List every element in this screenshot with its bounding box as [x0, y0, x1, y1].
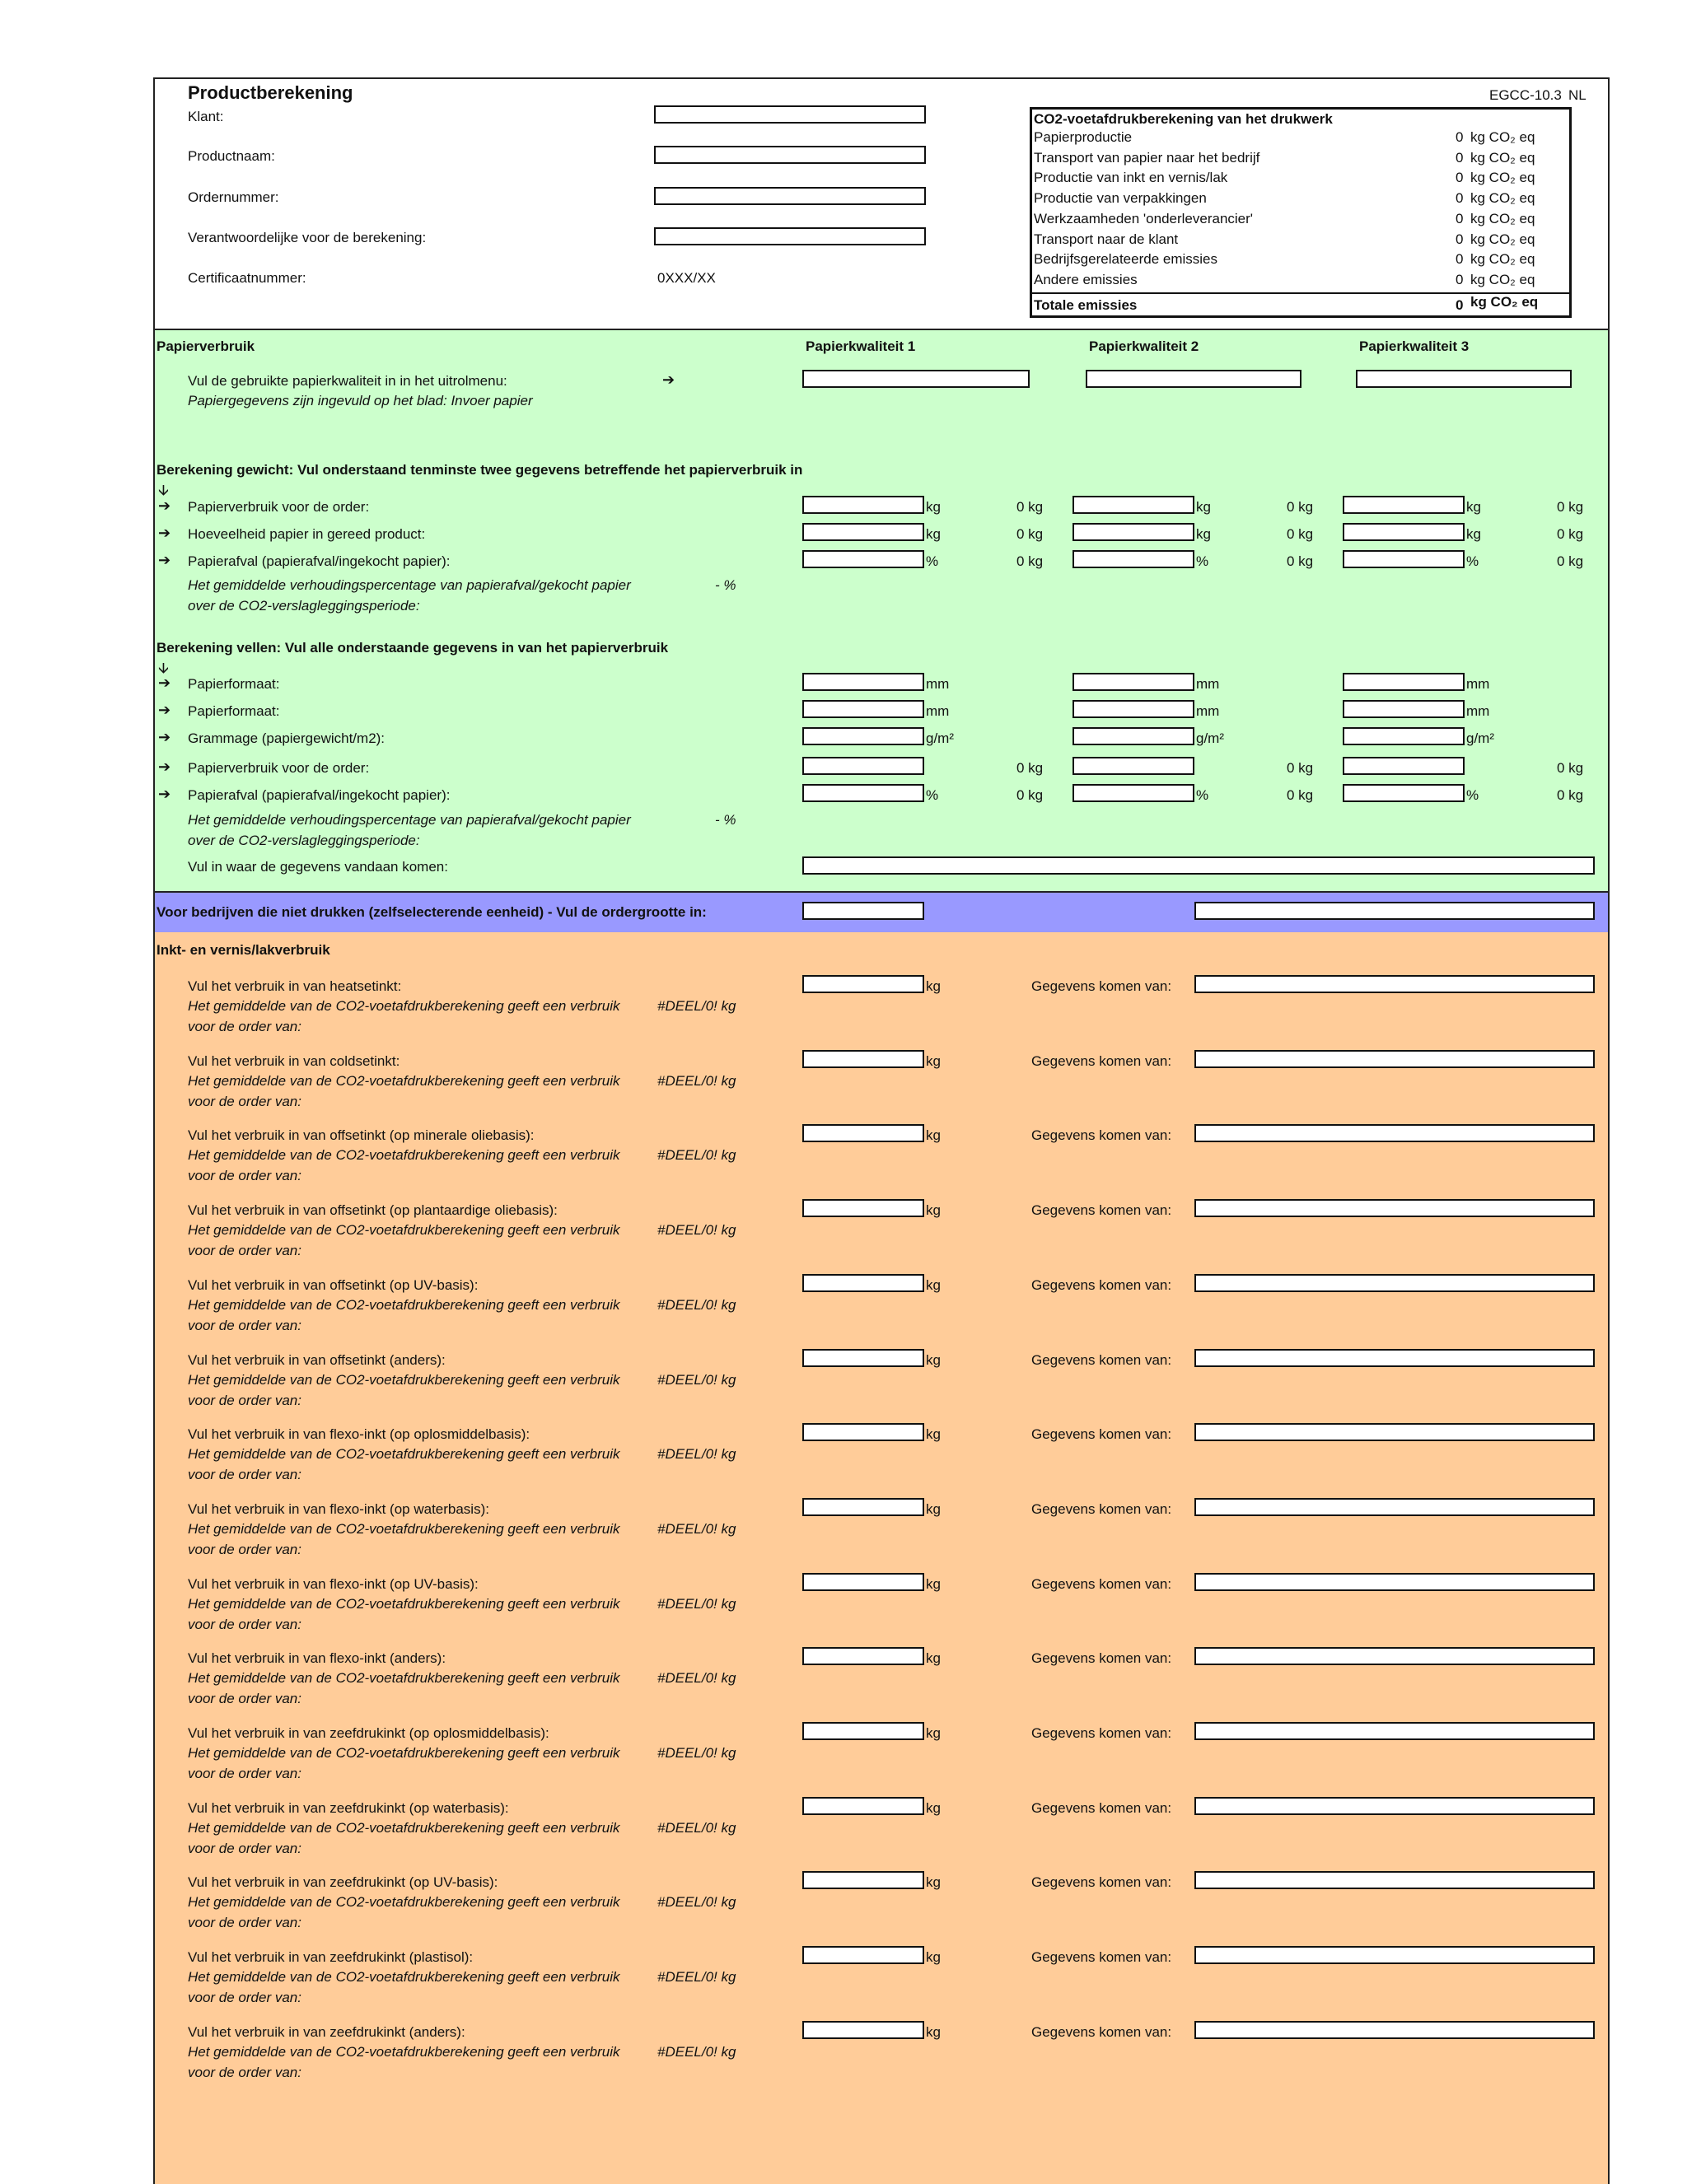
sheet-unit: mm	[1196, 703, 1220, 719]
weight-result: 0 kg	[1557, 526, 1584, 542]
ink-note: voor de order van:	[188, 1766, 301, 1781]
order-number-input[interactable]	[654, 187, 926, 205]
ink-source-input[interactable]	[1194, 1722, 1595, 1740]
ink-note: voor de order van:	[188, 1467, 301, 1483]
ink-average-value: #DEEL/0! kg	[657, 1296, 736, 1313]
co2-row-unit: kg CO₂ eq	[1470, 170, 1535, 186]
avg-note: Het gemiddelde verhoudingspercentage van papierafval/gekocht papier	[188, 812, 631, 828]
sheet-row-label: Papierafval (papierafval/ingekocht papier):	[188, 787, 451, 803]
ink-note: voor de order van:	[188, 2064, 301, 2080]
ink-unit: kg	[926, 1725, 941, 1741]
ink-item-label: Vul het verbruik in van offsetinkt (op plantaardige oliebasis):	[188, 1202, 558, 1219]
sheet-result: 0 kg	[1557, 760, 1584, 776]
client-input[interactable]	[654, 105, 926, 124]
ink-source-input[interactable]	[1194, 2021, 1595, 2039]
co2-row-label: Bedrijfsgerelateerde emissies	[1034, 251, 1217, 268]
co2-row-value: 0	[1456, 231, 1464, 247]
ink-amount-input[interactable]	[802, 1647, 924, 1665]
ink-item-label: Vul het verbruik in van zeefdrukinkt (op oplosmiddelbasis):	[188, 1725, 549, 1741]
field-label: Certificaatnummer:	[188, 270, 306, 286]
ink-note: voor de order van:	[188, 1616, 301, 1632]
ink-source-label: Gegevens komen van:	[1031, 1650, 1172, 1667]
field-label: Ordernummer:	[188, 189, 279, 205]
weight-result: 0 kg	[1287, 499, 1314, 515]
weight-title: Berekening gewicht: Vul onderstaand tenminste twee gegevens betreffende het papierverbruik in	[157, 462, 803, 478]
co2-row-value: 0	[1456, 129, 1464, 145]
sheet-input-q3[interactable]	[1343, 727, 1465, 745]
avg-note: over de CO2-verslagleggingsperiode:	[188, 598, 420, 614]
weight-input-q3[interactable]	[1343, 523, 1465, 541]
weight-unit: kg	[1196, 499, 1211, 515]
co2-row-value: 0	[1456, 149, 1464, 166]
co2-title: CO2-voetafdrukberekening van het drukwerk	[1034, 111, 1333, 127]
ink-note: Het gemiddelde van de CO2-voetafdrukberekening geeft een verbruik	[188, 1894, 620, 1911]
ink-item-label: Vul het verbruik in van offsetinkt (op UV-basis):	[188, 1276, 479, 1293]
co2-row-label: Andere emissies	[1034, 271, 1138, 287]
sheet-unit: mm	[1466, 676, 1490, 692]
ink-source-input[interactable]	[1194, 1423, 1595, 1441]
ink-average-value: #DEEL/0! kg	[657, 1745, 736, 1761]
sheet-unit: mm	[926, 703, 950, 719]
ink-source-label: Gegevens komen van:	[1031, 1202, 1172, 1219]
ink-average-value: #DEEL/0! kg	[657, 1446, 736, 1463]
quality-header-2: Papierkwaliteit 2	[1089, 338, 1199, 354]
weight-input-q2[interactable]	[1072, 550, 1194, 568]
co2-row-label: Papierproductie	[1034, 129, 1133, 145]
co2-row-unit: kg CO₂ eq	[1470, 231, 1535, 247]
co2-row-value: 0	[1456, 210, 1464, 226]
ink-source-label: Gegevens komen van:	[1031, 1276, 1172, 1293]
ink-title: Inkt- en vernis/lakverbruik	[157, 942, 330, 958]
ink-source-label: Gegevens komen van:	[1031, 1351, 1172, 1368]
ink-note: voor de order van:	[188, 1915, 301, 1931]
co2-row-label: Transport van papier naar het bedrijf	[1034, 149, 1260, 166]
avg-note: Het gemiddelde verhoudingspercentage van papierafval/gekocht papier	[188, 577, 631, 593]
weight-result: 0 kg	[1016, 526, 1044, 542]
arrow-right-icon: ➔	[158, 525, 171, 541]
ink-unit: kg	[926, 978, 941, 994]
sheet-row-label: Grammage (papiergewicht/m2):	[188, 730, 386, 746]
sheet-row-label: Papierformaat:	[188, 676, 280, 692]
co2-row-unit: kg CO₂ eq	[1470, 210, 1535, 226]
arrow-right-icon: ➔	[158, 552, 171, 568]
sheet-unit: %	[926, 787, 939, 803]
ink-unit: kg	[926, 1276, 941, 1293]
sheet-result: 0 kg	[1287, 787, 1314, 803]
total-value: 0	[1456, 297, 1464, 313]
ink-source-label: Gegevens komen van:	[1031, 1500, 1172, 1517]
ink-source-input[interactable]	[1194, 1797, 1595, 1815]
avg-value: - %	[715, 812, 736, 828]
ink-source-label: Gegevens komen van:	[1031, 1426, 1172, 1443]
ink-source-input[interactable]	[1194, 1871, 1595, 1889]
co2-row-value: 0	[1456, 190, 1464, 207]
order-size-input[interactable]	[802, 902, 924, 920]
avg-note: over de CO2-verslagleggingsperiode:	[188, 833, 420, 848]
ink-note: Het gemiddelde van de CO2-voetafdrukberekening geeft een verbruik	[188, 1595, 620, 1612]
ink-item-label: Vul het verbruik in van flexo-inkt (anders):	[188, 1650, 446, 1667]
ink-note: Het gemiddelde van de CO2-voetafdrukberekening geeft een verbruik	[188, 1072, 620, 1089]
worksheet	[153, 77, 1610, 2184]
ink-item-label: Vul het verbruik in van offsetinkt (op minerale oliebasis):	[188, 1127, 535, 1144]
sheet-result: 0 kg	[1557, 787, 1584, 803]
ink-note: Het gemiddelde van de CO2-voetafdrukberekening geeft een verbruik	[188, 1969, 620, 1986]
ink-note: voor de order van:	[188, 1990, 301, 2006]
ink-note: Het gemiddelde van de CO2-voetafdrukberekening geeft een verbruik	[188, 1819, 620, 1836]
sheet-input-q2[interactable]	[1072, 673, 1194, 691]
sheet-row-label: Papierformaat:	[188, 703, 280, 719]
ink-unit: kg	[926, 1650, 941, 1667]
weight-row-label: Papierafval (papierafval/ingekocht papier):	[188, 553, 451, 569]
weight-result: 0 kg	[1557, 553, 1584, 569]
weight-input-q2[interactable]	[1072, 523, 1194, 541]
language-label: NL	[1568, 87, 1587, 103]
co2-row-label: Werkzaamheden 'onderleverancier'	[1034, 210, 1254, 226]
weight-result: 0 kg	[1016, 553, 1044, 569]
ink-source-input[interactable]	[1194, 1124, 1595, 1142]
avg-value: - %	[715, 577, 736, 593]
ink-average-value: #DEEL/0! kg	[657, 1819, 736, 1836]
ink-average-value: #DEEL/0! kg	[657, 1520, 736, 1537]
sheet-unit: mm	[1466, 703, 1490, 719]
weight-result: 0 kg	[1016, 499, 1044, 515]
sheet-input-q2[interactable]	[1072, 700, 1194, 718]
ink-source-label: Gegevens komen van:	[1031, 1799, 1172, 1816]
arrow-right-icon: ➔	[662, 371, 675, 388]
ink-source-input[interactable]	[1194, 1647, 1595, 1665]
nonprint-section	[155, 891, 1608, 934]
weight-row-label: Papierverbruik voor de order:	[188, 499, 370, 515]
sheet-unit: g/m²	[1196, 730, 1224, 746]
ink-average-value: #DEEL/0! kg	[657, 1147, 736, 1164]
co2-row-unit: kg CO₂ eq	[1470, 271, 1535, 287]
ink-source-label: Gegevens komen van:	[1031, 978, 1172, 994]
ink-item-label: Vul het verbruik in van zeefdrukinkt (op waterbasis):	[188, 1799, 509, 1816]
sheet-input-q1[interactable]	[802, 700, 924, 718]
total-unit: kg CO₂ eq	[1470, 294, 1539, 310]
ink-unit: kg	[926, 1351, 941, 1368]
ink-note: voor de order van:	[188, 1019, 301, 1034]
quality-select-1[interactable]	[802, 370, 1030, 388]
order-size-unit-input[interactable]	[1194, 902, 1595, 920]
ink-note: voor de order van:	[188, 1168, 301, 1184]
ink-amount-input[interactable]	[802, 1274, 924, 1292]
ink-note: voor de order van:	[188, 1691, 301, 1707]
co2-row-label: Transport naar de klant	[1034, 231, 1179, 247]
co2-row-unit: kg CO₂ eq	[1470, 251, 1535, 268]
sheet-input-q1[interactable]	[802, 784, 924, 802]
sheet-unit: g/m²	[926, 730, 954, 746]
weight-result: 0 kg	[1287, 553, 1314, 569]
ink-note: voor de order van:	[188, 1317, 301, 1333]
paper-source-input[interactable]	[802, 856, 1595, 875]
ink-source-input[interactable]	[1194, 1050, 1595, 1068]
ink-source-input[interactable]	[1194, 1274, 1595, 1292]
weight-input-q3[interactable]	[1343, 496, 1465, 514]
sheet-result: 0 kg	[1287, 760, 1314, 776]
ink-average-value: #DEEL/0! kg	[657, 998, 736, 1014]
ink-average-value: #DEEL/0! kg	[657, 1595, 736, 1612]
version-label: EGCC-10.3	[1489, 87, 1562, 103]
ink-amount-input[interactable]	[802, 1871, 924, 1889]
ink-amount-input[interactable]	[802, 1573, 924, 1591]
arrow-right-icon: ➔	[158, 729, 171, 745]
co2-row-unit: kg CO₂ eq	[1470, 149, 1535, 166]
weight-unit: kg	[926, 499, 941, 515]
sheet-input-q2[interactable]	[1072, 757, 1194, 775]
sheet-unit: mm	[926, 676, 950, 692]
co2-row-value: 0	[1456, 271, 1464, 287]
weight-unit: kg	[1466, 526, 1481, 542]
ink-source-input[interactable]	[1194, 1199, 1595, 1217]
ink-item-label: Vul het verbruik in van zeefdrukinkt (anders):	[188, 2023, 465, 2040]
ink-amount-input[interactable]	[802, 1124, 924, 1142]
ink-source-label: Gegevens komen van:	[1031, 1874, 1172, 1891]
sheet-input-q3[interactable]	[1343, 700, 1465, 718]
co2-row-label: Productie van inkt en vernis/lak	[1034, 170, 1228, 186]
ink-item-label: Vul het verbruik in van flexo-inkt (op waterbasis):	[188, 1500, 489, 1517]
ink-unit: kg	[926, 1052, 941, 1069]
weight-input-q1[interactable]	[802, 496, 924, 514]
choose-label: Vul de gebruikte papierkwaliteit in in het uitrolmenu:	[188, 373, 507, 389]
quality-select-3[interactable]	[1356, 370, 1572, 388]
arrow-right-icon: ➔	[158, 758, 171, 775]
weight-unit: %	[926, 553, 939, 569]
arrow-right-icon: ➔	[158, 497, 171, 514]
ink-source-label: Gegevens komen van:	[1031, 1575, 1172, 1592]
sheet-unit: %	[1196, 787, 1209, 803]
ink-unit: kg	[926, 1575, 941, 1592]
ink-unit: kg	[926, 1426, 941, 1443]
quality-select-2[interactable]	[1086, 370, 1301, 388]
ink-average-value: #DEEL/0! kg	[657, 1894, 736, 1911]
weight-input-q1[interactable]	[802, 550, 924, 568]
field-label: Productnaam:	[188, 148, 275, 164]
ink-amount-input[interactable]	[802, 1349, 924, 1367]
ink-amount-input[interactable]	[802, 2021, 924, 2039]
source-label: Vul in waar de gegevens vandaan komen:	[188, 859, 448, 875]
sheet-unit: mm	[1196, 676, 1220, 692]
sheet-unit: g/m²	[1466, 730, 1494, 746]
ink-note: voor de order van:	[188, 1243, 301, 1259]
ink-average-value: #DEEL/0! kg	[657, 1969, 736, 1986]
ink-amount-input[interactable]	[802, 975, 924, 993]
co2-row-unit: kg CO₂ eq	[1470, 190, 1535, 207]
sheet-input-q2[interactable]	[1072, 727, 1194, 745]
ink-item-label: Vul het verbruik in van heatsetinkt:	[188, 978, 402, 994]
ink-source-input[interactable]	[1194, 1349, 1595, 1367]
ink-source-label: Gegevens komen van:	[1031, 1949, 1172, 1966]
choose-note: Papiergegevens zijn ingevuld op het blad: Invoer papier	[188, 393, 533, 408]
ink-note: Het gemiddelde van de CO2-voetafdrukberekening geeft een verbruik	[188, 1670, 620, 1687]
ink-amount-input[interactable]	[802, 1199, 924, 1217]
arrow-right-icon: ➔	[158, 702, 171, 718]
weight-input-q1[interactable]	[802, 523, 924, 541]
ink-item-label: Vul het verbruik in van flexo-inkt (op UV-basis):	[188, 1575, 479, 1592]
ink-unit: kg	[926, 1949, 941, 1966]
paper-section	[155, 329, 1608, 893]
ink-unit: kg	[926, 1202, 941, 1219]
ink-note: Het gemiddelde van de CO2-voetafdrukberekening geeft een verbruik	[188, 1520, 620, 1537]
sheet-result: 0 kg	[1016, 787, 1044, 803]
ink-amount-input[interactable]	[802, 1498, 924, 1516]
arrow-right-icon: ➔	[158, 674, 171, 691]
ink-amount-input[interactable]	[802, 1797, 924, 1815]
ink-amount-input[interactable]	[802, 1050, 924, 1068]
ink-note: Het gemiddelde van de CO2-voetafdrukberekening geeft een verbruik	[188, 998, 620, 1014]
ink-source-input[interactable]	[1194, 1946, 1595, 1964]
ink-amount-input[interactable]	[802, 1423, 924, 1441]
sheets-title: Berekening vellen: Vul alle onderstaande gegevens in van het papierverbruik	[157, 640, 669, 656]
ink-source-label: Gegevens komen van:	[1031, 1725, 1172, 1741]
ink-average-value: #DEEL/0! kg	[657, 1371, 736, 1388]
ink-amount-input[interactable]	[802, 1946, 924, 1964]
ink-amount-input[interactable]	[802, 1722, 924, 1740]
sheet-result: 0 kg	[1016, 760, 1044, 776]
sheet-input-q1[interactable]	[802, 727, 924, 745]
sheet-input-q3[interactable]	[1343, 784, 1465, 802]
weight-unit: %	[1196, 553, 1209, 569]
ink-item-label: Vul het verbruik in van flexo-inkt (op oplosmiddelbasis):	[188, 1426, 530, 1443]
nonprint-label: Voor bedrijven die niet drukken (zelfselecterende eenheid) - Vul de ordergrootte in:	[157, 904, 707, 920]
ink-note: voor de order van:	[188, 1093, 301, 1109]
weight-result: 0 kg	[1287, 526, 1314, 542]
weight-unit: kg	[926, 526, 941, 542]
ink-unit: kg	[926, 1874, 941, 1891]
ink-note: Het gemiddelde van de CO2-voetafdrukberekening geeft een verbruik	[188, 1296, 620, 1313]
ink-note: voor de order van:	[188, 1541, 301, 1557]
ink-note: Het gemiddelde van de CO2-voetafdrukberekening geeft een verbruik	[188, 1745, 620, 1761]
weight-input-q2[interactable]	[1072, 496, 1194, 514]
weight-row-label: Hoeveelheid papier in gereed product:	[188, 526, 426, 542]
ink-item-label: Vul het verbruik in van coldsetinkt:	[188, 1052, 400, 1069]
total-label: Totale emissies	[1034, 297, 1138, 313]
quality-header-1: Papierkwaliteit 1	[806, 338, 916, 354]
arrow-down-icon: 🡫	[158, 660, 169, 676]
ink-average-value: #DEEL/0! kg	[657, 1072, 736, 1089]
ink-average-value: #DEEL/0! kg	[657, 1222, 736, 1239]
field-label: Verantwoordelijke voor de berekening:	[188, 230, 427, 245]
weight-input-q3[interactable]	[1343, 550, 1465, 568]
sheet-input-q1[interactable]	[802, 757, 924, 775]
ink-unit: kg	[926, 1799, 941, 1816]
ink-item-label: Vul het verbruik in van offsetinkt (anders):	[188, 1351, 446, 1368]
sheet-unit: %	[1466, 787, 1479, 803]
co2-row-value: 0	[1456, 251, 1464, 268]
ink-item-label: Vul het verbruik in van zeefdrukinkt (plastisol):	[188, 1949, 474, 1966]
ink-note: Het gemiddelde van de CO2-voetafdrukberekening geeft een verbruik	[188, 2043, 620, 2060]
certificate-value: 0XXX/XX	[657, 270, 716, 286]
ink-source-input[interactable]	[1194, 1498, 1595, 1516]
ink-unit: kg	[926, 2023, 941, 2040]
ink-source-label: Gegevens komen van:	[1031, 1052, 1172, 1069]
sheet-input-q3[interactable]	[1343, 757, 1465, 775]
ink-note: voor de order van:	[188, 1392, 301, 1408]
ink-note: Het gemiddelde van de CO2-voetafdrukberekening geeft een verbruik	[188, 1147, 620, 1164]
ink-note: Het gemiddelde van de CO2-voetafdrukberekening geeft een verbruik	[188, 1222, 620, 1239]
ink-source-label: Gegevens komen van:	[1031, 2023, 1172, 2040]
sheet-input-q1[interactable]	[802, 673, 924, 691]
ink-average-value: #DEEL/0! kg	[657, 1670, 736, 1687]
co2-row-value: 0	[1456, 170, 1464, 186]
quality-header-3: Papierkwaliteit 3	[1359, 338, 1470, 354]
ink-average-value: #DEEL/0! kg	[657, 2043, 736, 2060]
ink-item-label: Vul het verbruik in van zeefdrukinkt (op UV-basis):	[188, 1874, 498, 1891]
paper-title: Papierverbruik	[157, 338, 255, 354]
ink-source-input[interactable]	[1194, 975, 1595, 993]
sheet-input-q3[interactable]	[1343, 673, 1465, 691]
ink-source-label: Gegevens komen van:	[1031, 1127, 1172, 1144]
co2-summary	[1030, 107, 1572, 318]
arrow-right-icon: ➔	[158, 786, 171, 802]
product-name-input[interactable]	[654, 146, 926, 164]
co2-row-unit: kg CO₂ eq	[1470, 129, 1535, 145]
sheet-row-label: Papierverbruik voor de order:	[188, 760, 370, 776]
ink-section	[155, 932, 1608, 2184]
arrow-down-icon: 🡫	[158, 482, 169, 498]
ink-note: Het gemiddelde van de CO2-voetafdrukberekening geeft een verbruik	[188, 1371, 620, 1388]
ink-unit: kg	[926, 1500, 941, 1517]
ink-note: Het gemiddelde van de CO2-voetafdrukberekening geeft een verbruik	[188, 1446, 620, 1463]
weight-result: 0 kg	[1557, 499, 1584, 515]
page-title: Productberekening	[188, 82, 353, 103]
co2-row-label: Productie van verpakkingen	[1034, 190, 1207, 207]
field-label: Klant:	[188, 109, 224, 124]
sheet-input-q2[interactable]	[1072, 784, 1194, 802]
weight-unit: kg	[1466, 499, 1481, 515]
ink-note: voor de order van:	[188, 1840, 301, 1856]
ink-source-input[interactable]	[1194, 1573, 1595, 1591]
weight-unit: kg	[1196, 526, 1211, 542]
weight-unit: %	[1466, 553, 1479, 569]
responsible-input[interactable]	[654, 227, 926, 245]
ink-unit: kg	[926, 1127, 941, 1144]
